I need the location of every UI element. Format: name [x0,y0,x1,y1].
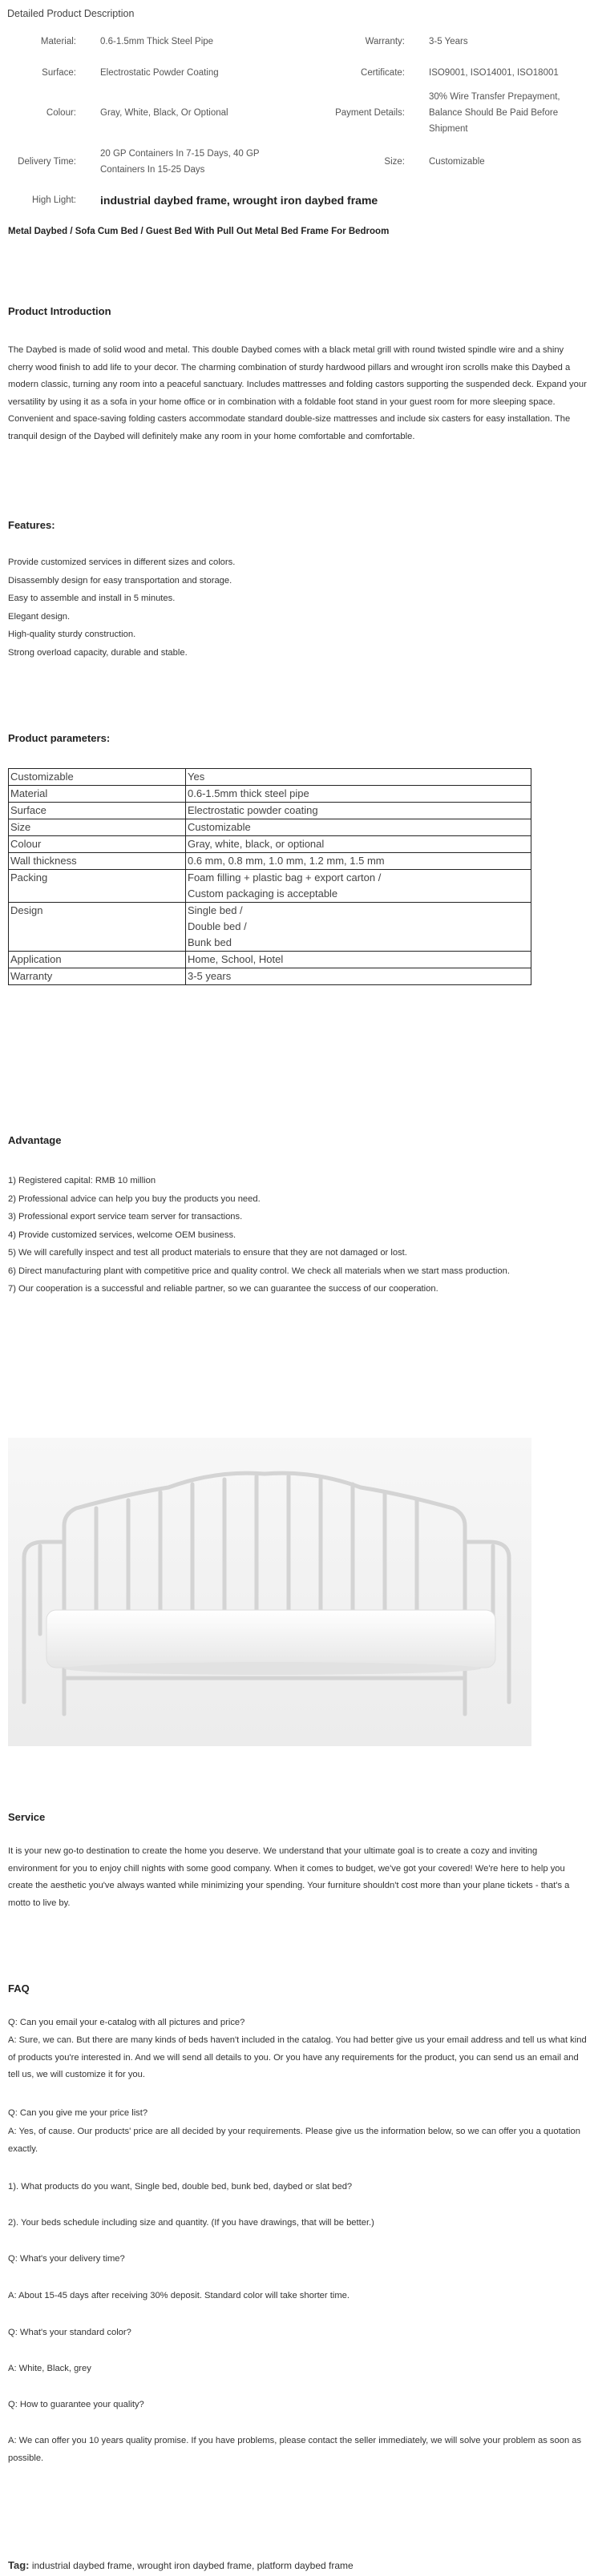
faq-line: A: About 15-45 days after receiving 30% deposit. Standard color will take shorter time. [8,2291,350,2300]
faq-line: A: We can offer you 10 years quality promise. If you have problems, please contact the seller immediately, we will solve your problem as soon as possible. [8,2436,582,2463]
service-text: It is your new go-to destination to create the home you deserve. We understand that your ultimate goal is to create a cozy and inviting environment for you to enjoy chill nights with some good company. When it comes to budget, we've got your covered! We're here to help you create the aesthetic you've always wanted while minimizing your spending. Your furniture shouldn't cost more than your plane tickets - that's a motto to live by. [8,1846,570,1908]
faq-line: Q: Can you give me your price list? [8,2108,148,2118]
spec-table [8,26,588,215]
list-item: Provide customized services in different sizes and colors. [8,557,236,567]
detail-title: Detailed Product Description [7,8,135,19]
table-row: Wall thickness 0.6 mm, 0.8 mm, 1.0 mm, 1.2 mm, 1.5 mm [9,853,531,870]
list-item: 1) Registered capital: RMB 10 million [8,1176,156,1185]
high-light-tags: industrial daybed frame, wrought iron daybed frame [100,194,378,207]
intro-text: The Daybed is made of solid wood and metal. This double Daybed comes with a black metal grill with round twisted spindle wire and a shiny cherry wood finish to add life to your decor. The charming combination of sturdy hardwood pillars and wrought iron scrolls make this Daybed a modern classic, turning any room into a peaceful sanctuary. Includes mattresses and folding castors supporting the suspended deck. Expand your versatility by using it as a sofa in your home office or in combination with a foldable foot stand in your guest room for more sleeping space. Convenient and space-saving folding casters accommodate standard double-size mattresses and include six casters for easy installation. The tranquil design of the Daybed will definitely make any room in your home comfortable and comfortable. [8,345,587,441]
spec-label-warranty: Warranty: [365,37,405,46]
tag-label: Tag: [8,2559,30,2571]
spec-label-certificate: Certificate: [361,68,405,78]
table-row: Application Home, School, Hotel [9,952,531,968]
daybed-photo [8,1438,531,1746]
list-item: 6) Direct manufacturing plant with competitive price and quality control. We check all materials when we start mass production. [8,1266,510,1276]
spec-value-size: Customizable [429,157,485,167]
spec-label-size: Size: [384,157,405,167]
tag-link[interactable]: platform daybed frame [257,2560,354,2571]
table-row: Warranty 3-5 years [9,968,531,985]
advantage-list [8,1172,585,1298]
list-item: 5) We will carefully inspect and test all product materials to ensure that they are not damaged or lost. [8,1248,407,1258]
faq-line: A: Yes, of cause. Our products' price are all decided by your requirements. Please give us the information below, so we can offer you a quotation exactly. [8,2127,580,2154]
table-row: Packing Foam filling + plastic bag + export carton / Custom packaging is acceptable [9,870,531,903]
features-heading: Features: [8,519,55,531]
faq-line: 2). Your beds schedule including size and quantity. (If you have drawings, that will be better.) [8,2218,374,2228]
spec-label-colour: Colour: [46,108,76,118]
faq-line: A: Sure, we can. But there are many kinds of beds haven't included in the catalog. You had better give us your email address and tell us what kind of products you're interested in. And we will send all details to you. Or you have any requirements for the product, you can send us an email and tell us, we will customize it for you. [8,2035,587,2079]
high-light-label: High Light: [32,195,76,205]
list-item: Disassembly design for easy transportation and storage. [8,575,232,586]
tag-link[interactable]: industrial daybed frame [31,2560,132,2571]
intro-heading: Product Introduction [8,305,111,317]
faq-line: A: White, Black, grey [8,2364,91,2373]
table-row: Material 0.6-1.5mm thick steel pipe [9,786,531,803]
table-row: Design Single bed / Double bed / Bunk bed [9,903,531,952]
spec-value-warranty: 3-5 Years [429,37,468,46]
spec-label-material: Material: [40,37,76,46]
table-row: Colour Gray, white, black, or optional [9,836,531,853]
table-row: Size Customizable [9,819,531,836]
product-subtitle: Metal Daybed / Sofa Cum Bed / Guest Bed With Pull Out Metal Bed Frame For Bedroom [8,227,390,236]
features-list [8,553,585,662]
spec-label-payment: Payment Details: [335,108,405,118]
list-item: Elegant design. [8,611,71,622]
faq-line: Q: What's your standard color? [8,2328,131,2337]
spec-value-surface: Electrostatic Powder Coating [100,68,219,78]
params-heading: Product parameters: [8,732,111,744]
list-item: 7) Our cooperation is a successful and reliable partner, so we can guarantee the success of our cooperation. [8,1284,438,1294]
table-row: Surface Electrostatic powder coating [9,803,531,819]
faq-line: Q: How to guarantee your quality? [8,2400,144,2409]
list-item: 4) Provide customized services, welcome OEM business. [8,1230,236,1240]
spec-value-payment: 30% Wire Transfer Prepayment, Balance Should Be Paid Before Shipment [429,92,560,134]
faq-line: Q: What's your delivery time? [8,2254,125,2264]
list-item: High-quality sturdy construction. [8,630,136,639]
tag-link[interactable]: wrought iron daybed frame [137,2560,252,2571]
spec-value-certificate: ISO9001, ISO14001, ISO18001 [429,68,559,78]
list-item: 2) Professional advice can help you buy the products you need. [8,1193,261,1204]
list-item: 3) Professional export service team server for transactions. [8,1212,243,1222]
spec-label-surface: Surface: [42,68,76,78]
list-item: Strong overload capacity, durable and stable. [8,647,188,658]
advantage-heading: Advantage [8,1134,62,1146]
params-table [8,768,531,985]
table-row: Customizable Yes [9,769,531,786]
spec-value-material: 0.6-1.5mm Thick Steel Pipe [100,37,214,46]
service-heading: Service [8,1811,46,1823]
faq-heading: FAQ [8,1982,30,1994]
faq-line: Q: Can you email your e-catalog with all pictures and price? [8,2018,245,2027]
daybed-illustration [8,1438,531,1746]
faq-line: 1). What products do you want, Single bed, double bed, bunk bed, daybed or slat bed? [8,2182,353,2192]
spec-label-delivery: Delivery Time: [18,157,76,167]
list-item: Easy to assemble and install in 5 minutes. [8,594,176,603]
tags-line: Tag: industrial daybed frame, wrought iron daybed frame, platform daybed frame [8,2559,354,2571]
spec-value-delivery: 20 GP Containers In 7-15 Days, 40 GP Containers In 15-25 Days [100,149,260,175]
spec-value-colour: Gray, White, Black, Or Optional [100,108,228,118]
